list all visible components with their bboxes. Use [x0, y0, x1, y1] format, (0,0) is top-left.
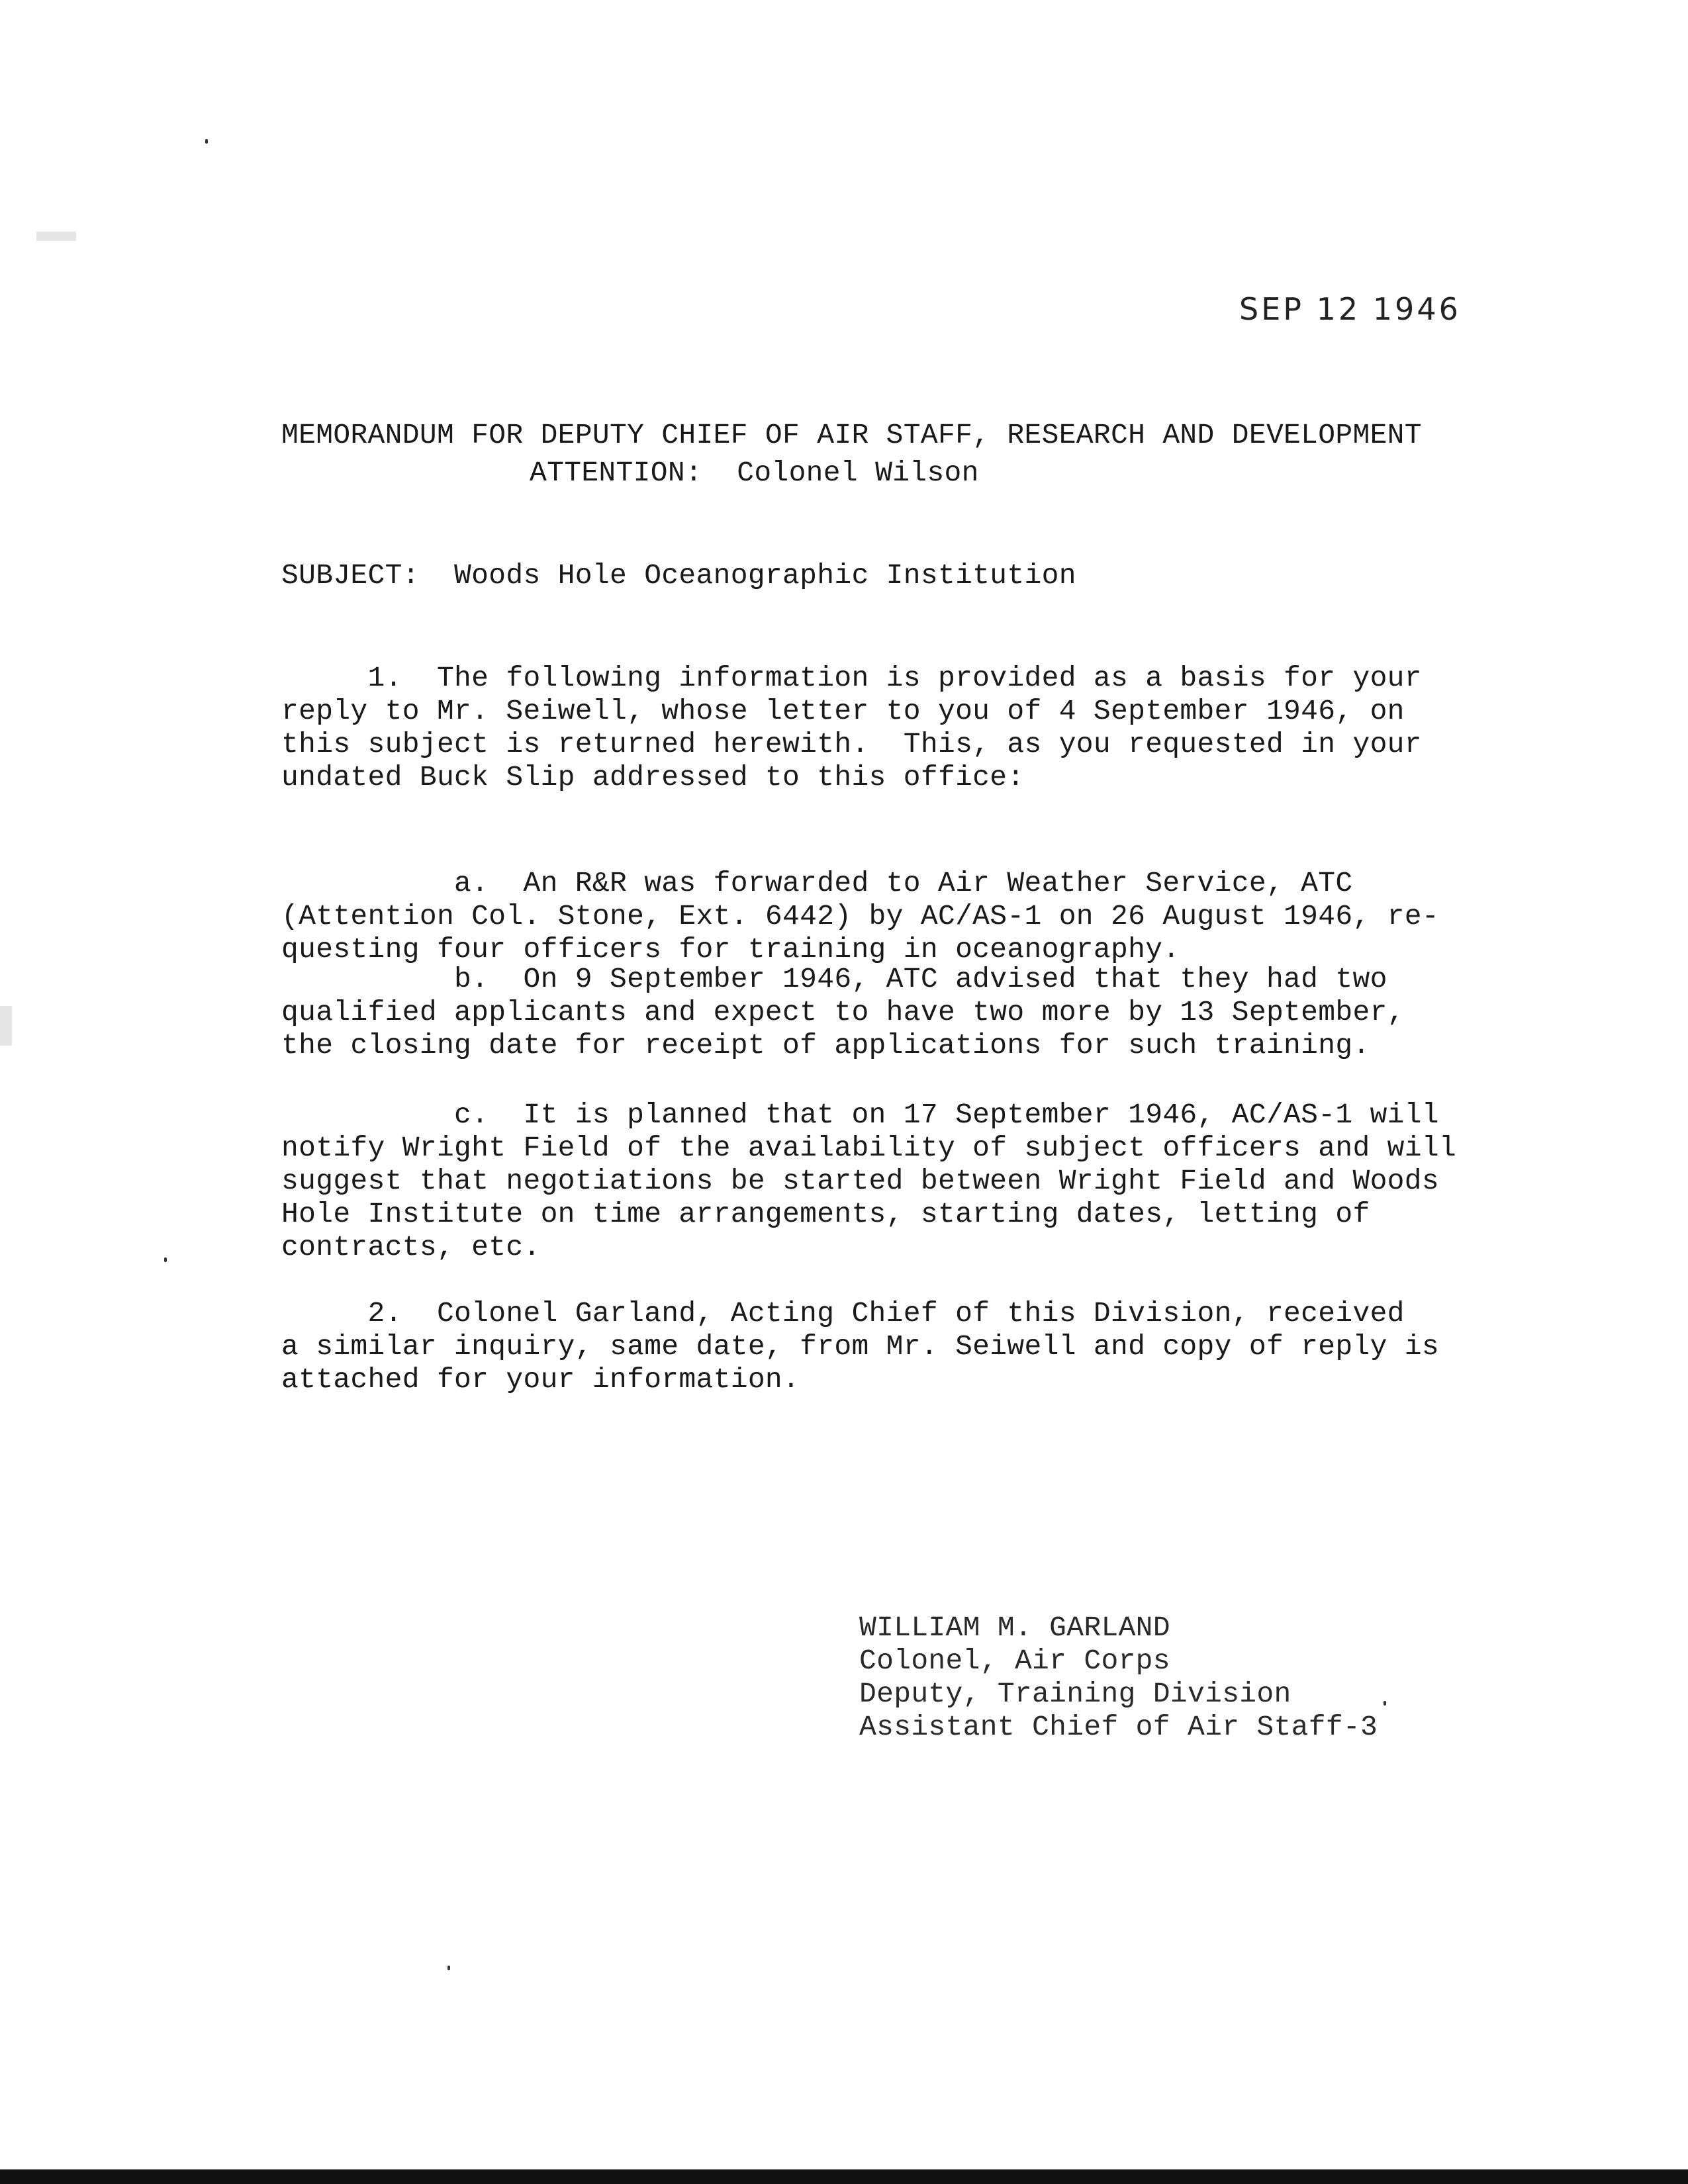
- paragraph-line: c. It is planned that on 17 September 1946, AC/AS-1 will: [281, 1099, 1439, 1131]
- date-stamp: SEP 12 1946: [1239, 291, 1461, 327]
- paragraph-line: contracts, etc.: [281, 1231, 541, 1263]
- paragraph-line: undated Buck Slip addressed to this office:: [281, 761, 1025, 794]
- signature-office: Assistant Chief of Air Staff-3: [859, 1711, 1378, 1743]
- paragraph-line: 2. Colonel Garland, Acting Chief of this Division, received: [281, 1297, 1405, 1330]
- signature-position: Deputy, Training Division: [859, 1678, 1291, 1710]
- paragraph-line: Hole Institute on time arrangements, starting dates, letting of: [281, 1198, 1370, 1230]
- paragraph-line: a. An R&R was forwarded to Air Weather Service, ATC: [281, 867, 1353, 899]
- paragraph-line: suggest that negotiations be started between Wright Field and Woods: [281, 1165, 1439, 1197]
- paragraph-line: questing four officers for training in oceanography.: [281, 933, 1180, 966]
- memorandum-for-line: MEMORANDUM FOR DEPUTY CHIEF OF AIR STAFF, RESEARCH AND DEVELOPMENT: [281, 419, 1422, 451]
- scan-edge-mark: [0, 1006, 12, 1046]
- paragraph-line: the closing date for receipt of applications for such training.: [281, 1029, 1370, 1062]
- paragraph-line: b. On 9 September 1946, ATC advised that they had two: [281, 963, 1387, 995]
- paragraph-line: qualified applicants and expect to have two more by 13 September,: [281, 996, 1405, 1028]
- scan-bottom-edge: [0, 2169, 1688, 2184]
- paragraph-line: notify Wright Field of the availability of subject officers and will: [281, 1132, 1457, 1164]
- subject-line: SUBJECT: Woods Hole Oceanographic Institution: [281, 559, 1076, 592]
- scan-speck: [164, 1257, 167, 1262]
- paragraph-line: attached for your information.: [281, 1363, 800, 1396]
- scan-speck: [205, 139, 208, 144]
- signature-rank: Colonel, Air Corps: [859, 1645, 1170, 1677]
- scan-speck: [1383, 1701, 1386, 1706]
- paragraph-line: (Attention Col. Stone, Ext. 6442) by AC/AS-1 on 26 August 1946, re-: [281, 900, 1439, 933]
- paragraph-line: this subject is returned herewith. This, as you requested in your: [281, 728, 1422, 760]
- scan-speck: [447, 1966, 450, 1970]
- attention-line: ATTENTION: Colonel Wilson: [530, 457, 979, 489]
- signature-name: WILLIAM M. GARLAND: [859, 1612, 1170, 1644]
- paragraph-line: reply to Mr. Seiwell, whose letter to you of 4 September 1946, on: [281, 695, 1405, 727]
- paragraph-line: a similar inquiry, same date, from Mr. Seiwell and copy of reply is: [281, 1330, 1439, 1363]
- scan-edge-mark: [36, 232, 76, 241]
- paragraph-line: 1. The following information is provided as a basis for your: [281, 662, 1422, 694]
